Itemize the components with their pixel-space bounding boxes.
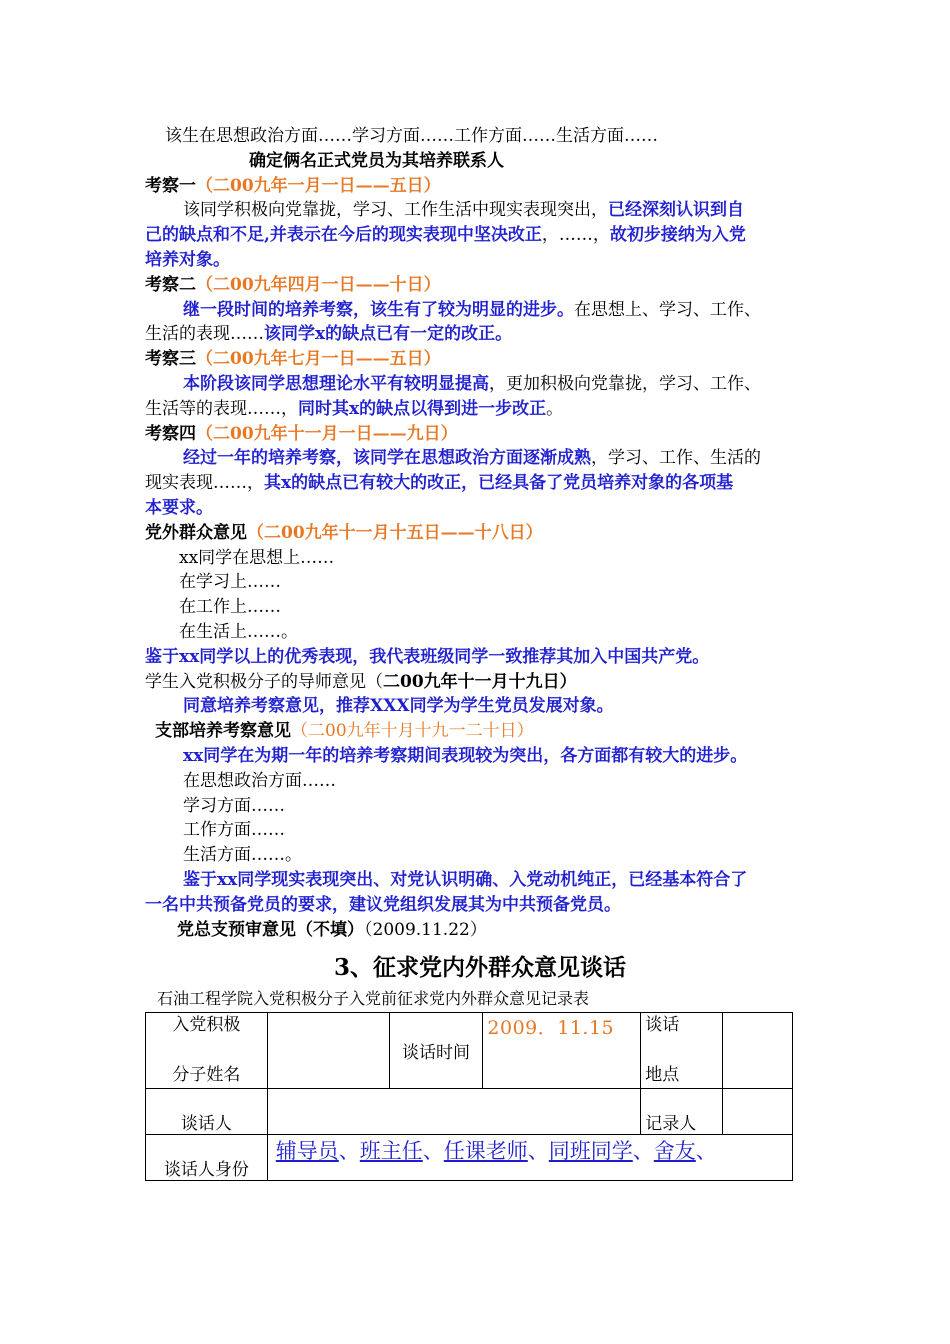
place-label-cell: 谈话 地点 (641, 1013, 723, 1089)
table-row (146, 1013, 793, 1089)
place-value-cell[interactable] (723, 1013, 793, 1089)
public-opinion-line-1: xx同学在思想上…… (179, 547, 335, 568)
time-value-cell[interactable]: 2009．11.15 (483, 1013, 641, 1089)
identity-classmate[interactable]: 同班同学 (548, 1139, 633, 1164)
branch-opinion-line-2: 在思想政治方面…… (183, 770, 336, 791)
tutor-opinion-heading: 学生入党积极分子的导师意见（二00九年十一月十九日） (145, 671, 577, 692)
public-opinion-line-3: 在工作上…… (179, 597, 281, 618)
identity-roommate[interactable]: 舍友 (653, 1139, 696, 1164)
public-opinion-line-2: 在学习上…… (179, 572, 281, 593)
review-3-text-2: 生活等的表现……，同时其x的缺点以得到进一步改正。 (145, 398, 564, 419)
tutor-opinion-text: 同意培养考察意见，推荐XXX同学为学生党员发展对象。 (183, 696, 614, 717)
review-1-heading: 考察一（二00九年一月一日——五日） (145, 175, 441, 196)
review-1-text-3: 培养对象。 (145, 249, 230, 270)
recorder-value-cell[interactable] (723, 1089, 793, 1135)
branch-opinion-line-7: 一名中共预备党员的要求，建议党组织发展其为中共预备党员。 (145, 894, 621, 915)
table-caption: 石油工程学院入党积极分子入党前征求党内外群众意见记录表 (157, 989, 590, 1009)
identity-subject-teacher[interactable]: 任课老师 (443, 1139, 528, 1164)
identity-counselor[interactable]: 辅导员 (275, 1139, 339, 1164)
review-1-text-2: 己的缺点和不足,并表示在今后的现实表现中坚决改正，……，故初步接纳为入党 (145, 225, 746, 246)
review-4-text-3: 本要求。 (145, 497, 213, 518)
speaker-value-cell[interactable] (267, 1089, 640, 1135)
branch-opinion-line-5: 生活方面……。 (183, 845, 302, 866)
recorder-label-cell: 记录人 (641, 1089, 723, 1135)
public-opinion-heading: 党外群众意见（二00九年十一月十五日——十八日） (145, 522, 543, 543)
branch-opinion-line-3: 学习方面…… (183, 795, 285, 816)
review-2-text-2: 生活的表现……该同学x的缺点已有一定的改正。 (145, 324, 513, 345)
document-page (145, 124, 815, 1181)
review-3-heading: 考察三（二00九年七月一日——五日） (145, 349, 441, 370)
branch-opinion-heading: 支部培养考察意见（二00九年十月十九一二十日） (155, 721, 534, 742)
speaker-label-cell: 谈话人 (146, 1089, 268, 1135)
name-label-cell: 入党积极 分子姓名 (146, 1013, 268, 1089)
identity-label-cell: 谈话人身份 (146, 1135, 268, 1181)
branch-opinion-line-6: 鉴于xx同学现实表现突出、对党认识明确、入党动机纯正，已经基本符合了 (183, 869, 748, 890)
name-value-cell[interactable] (267, 1013, 389, 1089)
review-3-text-1: 本阶段该同学思想理论水平有较明显提高，更加积极向党靠拢，学习、工作、 (183, 373, 761, 394)
summary-line: 该生在思想政治方面……学习方面……工作方面……生活方面…… (165, 126, 658, 146)
liaison-line: 确定俩名正式党员为其培养联系人 (249, 150, 504, 171)
table-row (146, 1089, 793, 1135)
identity-value-cell (267, 1135, 792, 1181)
review-4-text-1: 经过一年的培养考察，该同学在思想政治方面逐渐成熟，学习、工作、生活的 (183, 448, 761, 469)
branch-opinion-line-1: xx同学在为期一年的培养考察期间表现较为突出，各方面都有较大的进步。 (183, 745, 748, 766)
review-2-text-1: 继一段时间的培养考察，该生有了较为明显的进步。在思想上、学习、工作、 (183, 299, 761, 320)
review-4-heading: 考察四（二00九年十一月一日——九日） (145, 423, 458, 444)
branch-opinion-line-4: 工作方面…… (183, 820, 285, 841)
general-branch-opinion: 党总支预审意见（不填）（2009.11.22） (177, 919, 487, 940)
public-opinion-line-4: 在生活上……。 (179, 621, 298, 642)
review-1-text-1: 该同学积极向党靠拢，学习、工作生活中现实表现突出，已经深刻认识到自 (183, 200, 744, 221)
opinion-record-table (145, 1012, 793, 1181)
review-4-text-2: 现实表现……，其x的缺点已有较大的改正，已经具备了党员培养对象的各项基 (145, 473, 734, 494)
time-label-cell: 谈话时间 (389, 1013, 483, 1089)
public-opinion-conclusion: 鉴于xx同学以上的优秀表现，我代表班级同学一致推荐其加入中国共产党。 (145, 646, 710, 667)
review-2-heading: 考察二（二00九年四月一日——十日） (145, 274, 441, 295)
identity-list: 辅导员、班主任、任课老师、同班同学、舍友、 (275, 1139, 717, 1164)
identity-class-teacher[interactable]: 班主任 (359, 1139, 423, 1164)
section-heading: 3、征求党内外群众意见谈话 (333, 954, 626, 982)
table-row (146, 1135, 793, 1181)
